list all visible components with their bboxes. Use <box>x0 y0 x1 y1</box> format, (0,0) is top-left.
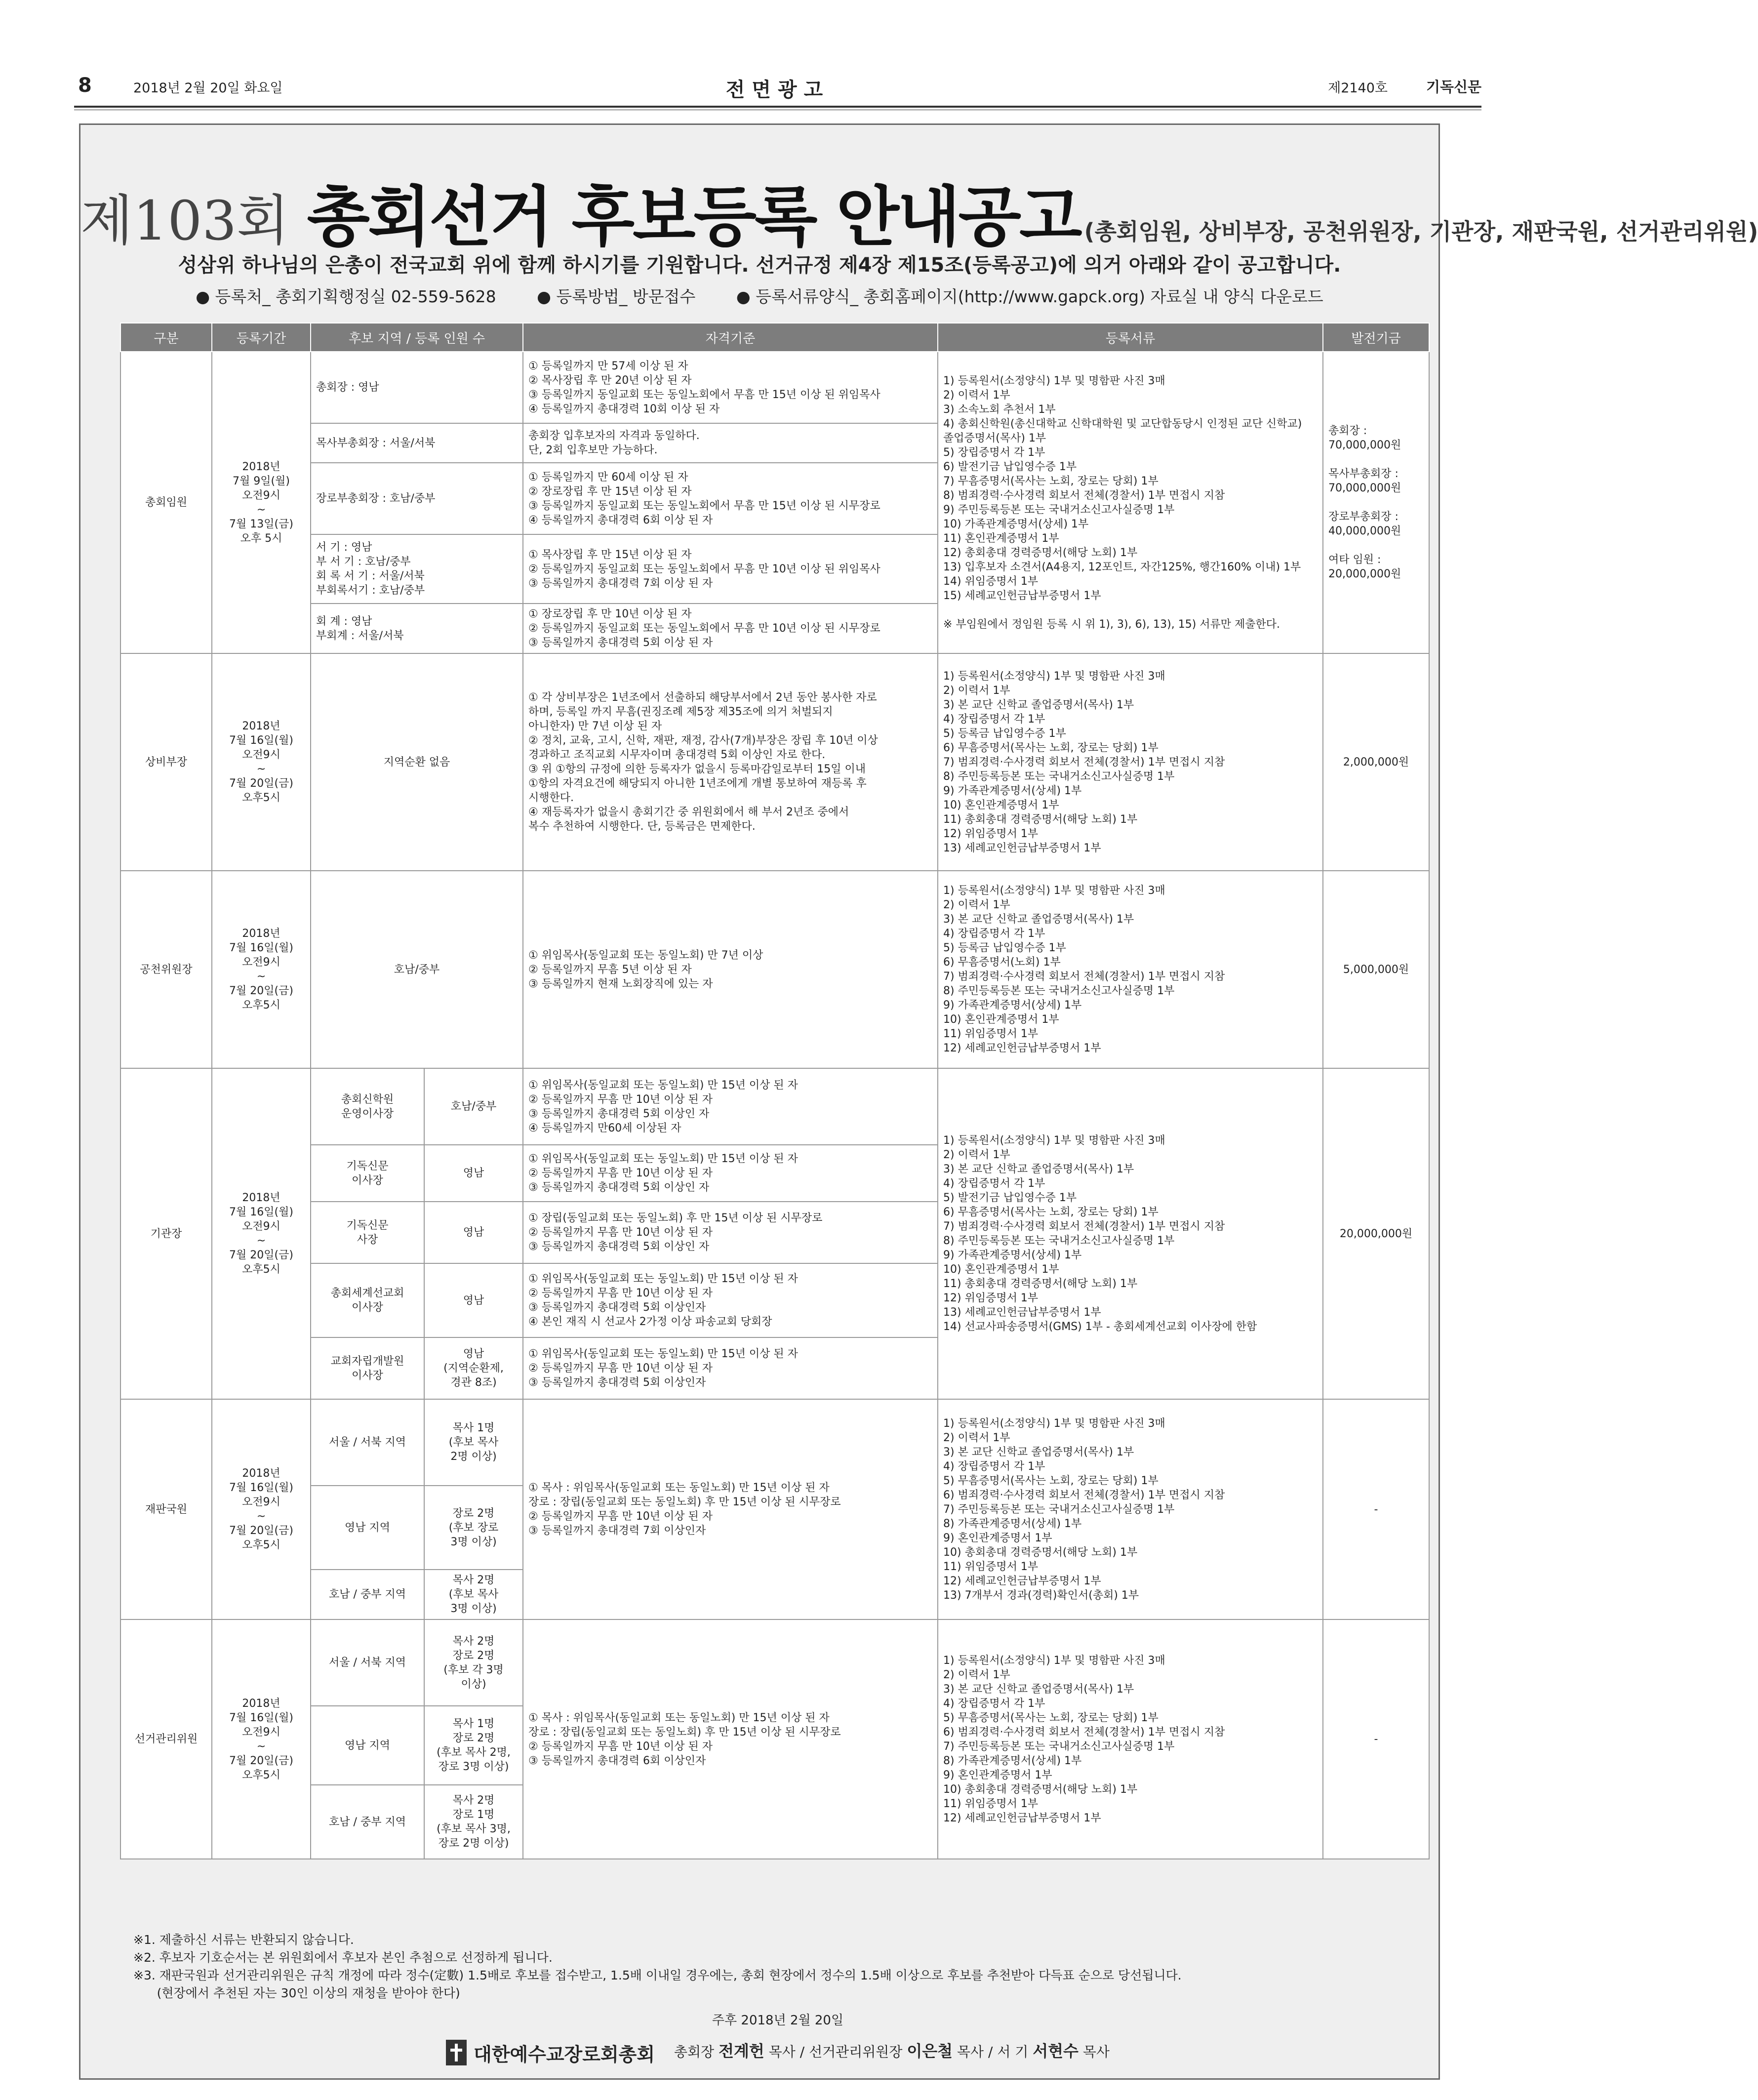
institution-name: 교회자립개발원 이사장 <box>311 1337 424 1399</box>
institution-region: 영남 (지역순환제, 경관 8조) <box>424 1337 523 1399</box>
institution-region: 영남 <box>424 1145 523 1202</box>
sig2-title: 목사 <box>957 2044 984 2060</box>
court-region: 영남 지역 <box>311 1486 424 1570</box>
institution-name: 기독신문 사장 <box>311 1202 424 1263</box>
intro-text: 성삼위 하나님의 은총이 전국교회 위에 함께 하시기를 기원합니다. 선거규정 제4장 제15조(등록공고)에 의거 아래와 같이 공고합니다. <box>178 254 1341 277</box>
sig1-role: 총회장 <box>674 2044 715 2060</box>
nomination-category: 공천위원장 <box>120 871 212 1068</box>
election-region: 서울 / 서북 지역 <box>311 1619 424 1706</box>
sig2-name: 이은철 <box>907 2042 953 2060</box>
registration-info <box>80 284 1438 307</box>
notice-date: 주후 2018년 2월 20일 <box>712 2013 844 2028</box>
page-header <box>74 74 1481 103</box>
sig3-role: 서 기 <box>997 2044 1029 2060</box>
election-count: 목사 2명 장로 2명 (후보 각 3명 이상) <box>424 1619 523 1706</box>
signature-line: 대한예수교장로회총회 총회장 전계헌 목사 / 선거관리위원장 이은철 목사 / 서 기 서현수 목사 <box>0 2039 1556 2066</box>
officers-fee: 총회장 : 70,000,000원 목사부총회장 : 70,000,000원 장로부총회장 : 40,000,000원 여타 임원 : 20,000,000원 <box>1323 352 1429 653</box>
nomination-period: 2018년 7월 16일(월) 오전9시 ~ 7월 20일(금) 오후5시 <box>212 871 311 1068</box>
header-fee: 발전기금 <box>1323 323 1429 352</box>
election-region: 영남 지역 <box>311 1706 424 1785</box>
institution-quals: ① 위임목사(동일교회 또는 동일노회) 만 15년 이상 된 자 ② 등록일까지 무흠 만 10년 이상 된 자 ③ 등록일까지 총대경력 5회 이상인자 ④ 본인 재직 시 선교사 2가정 이상 파송교회 당회장 <box>523 1263 938 1337</box>
standing-region: 지역순환 없음 <box>311 653 523 871</box>
election-category: 선거관리위원 <box>120 1619 212 1859</box>
institution-name: 총회신학원 운영이사장 <box>311 1068 424 1145</box>
notice-title <box>80 164 1758 258</box>
title-prefix: 제103회 <box>80 189 289 252</box>
table-header-row <box>120 323 1429 352</box>
officers-region: 회 계 : 영남 부회계 : 서울/서북 <box>311 604 523 653</box>
institution-region: 영남 <box>424 1202 523 1263</box>
election-period: 2018년 7월 16일(월) 오전9시 ~ 7월 20일(금) 오후5시 <box>212 1619 311 1859</box>
institutions-docs: 1) 등록원서(소정양식) 1부 및 명함판 사진 3매 2) 이력서 1부 3) 본 교단 신학교 졸업증명서(목사) 1부 4) 장립증명서 각 1부 5) 발전기금 납입영수증 1부 6) 무흠증명서(목사는 노회, 장로는 당회) 1부 7) 범죄경력·수사경력 회보서 전체(경찰서) 1부 면접시 지참 8) 주민등록등본 또는 국내거소신고사실증명 1부 9) 가족관계증명서(상세) 1부 10) 혼인관계증명서 1부 11) 총회총대 경력증명서(해당 노회) 1부 12) 위임증명서 1부 13) 세례교인헌금납부증명서 1부 14) 선교사파송증명서(GMS) 1부 - 총회세계선교회 이사장에 한함 <box>938 1068 1323 1399</box>
header-rule <box>74 106 1481 108</box>
note-item: (현장에서 추천된 자는 30인 이상의 재청을 받아야 한다) <box>133 1986 460 2000</box>
standing-fee: 2,000,000원 <box>1323 653 1429 871</box>
registration-office: ● 등록처_ 총회기획행정실 02-559-5628 <box>196 287 496 306</box>
standing-category: 상비부장 <box>120 653 212 871</box>
standing-period: 2018년 7월 16일(월) 오전9시 ~ 7월 20일(금) 오후5시 <box>212 653 311 871</box>
institution-name: 기독신문 이사장 <box>311 1145 424 1202</box>
court-region: 호남 / 중부 지역 <box>311 1570 424 1619</box>
header-period: 등록기간 <box>212 323 311 352</box>
header-category: 구분 <box>120 323 212 352</box>
officers-region: 서 기 : 영남 부 서 기 : 호남/중부 회 록 서 기 : 서울/서북 부회록서기 : 호남/중부 <box>311 534 523 604</box>
court-docs: 1) 등록원서(소정양식) 1부 및 명함판 사진 3매 2) 이력서 1부 3) 본 교단 신학교 졸업증명서(목사) 1부 4) 장립증명서 각 1부 5) 무흠증명서(목사는 노회, 장로는 당회) 1부 6) 범죄경력·수사경력 회보서 전체(경찰서) 1부 면접시 지참 7) 주민등록등본 또는 국내거소신고사실증명 1부 8) 가족관계증명서(상세) 1부 9) 혼인관계증명서 1부 10) 총회총대 경력증명서(해당 노회) 1부 11) 위임증명서 1부 12) 세례교인헌금납부증명서 1부 13) 7개부서 경과(경력)확인서(총회) 1부 <box>938 1399 1323 1619</box>
sig1-name: 전계헌 <box>719 2042 764 2060</box>
institution-quals: ① 위임목사(동일교회 또는 동일노회) 만 15년 이상 된 자 ② 등록일까지 무흠 만 10년 이상 된 자 ③ 등록일까지 총대경력 5회 이상인자 <box>523 1337 938 1399</box>
nomination-quals: ① 위임목사(동일교회 또는 동일노회) 만 7년 이상 ② 등록일까지 무흠 5년 이상 된 자 ③ 등록일까지 현재 노회장직에 있는 자 <box>523 871 938 1068</box>
note-item: ※1. 제출하신 서류는 반환되지 않습니다. <box>133 1933 354 1947</box>
court-category: 재판국원 <box>120 1399 212 1619</box>
header-qualification: 자격기준 <box>523 323 938 352</box>
institution-region: 영남 <box>424 1263 523 1337</box>
officers-quals: 총회장 입후보자의 자격과 동일하다. 단, 2회 입후보만 가능하다. <box>523 423 938 463</box>
court-count: 목사 2명 (후보 목사 3명 이상) <box>424 1570 523 1619</box>
institution-name: 총회세계선교회 이사장 <box>311 1263 424 1337</box>
officers-quals: ① 장로장립 후 만 10년 이상 된 자 ② 등록일까지 동일교회 또는 동일노회에서 무흠 만 10년 이상 된 시무장로 ③ 등록일까지 총대경력 5회 이상 된 자 <box>523 604 938 653</box>
cross-logo-icon <box>446 2040 467 2065</box>
candidate-table <box>120 323 1430 1859</box>
officers-period: 2018년 7월 9일(월) 오전9시 ~ 7월 13일(금) 오후 5시 <box>212 352 311 653</box>
registration-forms: ● 등록서류양식_ 총회홈페이지(http://www.gapck.org) 자료실 내 양식 다운로드 <box>736 287 1323 306</box>
title-sub: (총회임원, 상비부장, 공천위원장, 기관장, 재판국원, 선거관리위원) <box>1084 218 1758 245</box>
court-fee: - <box>1323 1399 1429 1619</box>
court-count: 장로 2명 (후보 장로 3명 이상) <box>424 1486 523 1570</box>
institution-region: 호남/중부 <box>424 1068 523 1145</box>
officers-quals: ① 목사장립 후 만 15년 이상 된 자 ② 등록일까지 동일교회 또는 동일노회에서 무흠 만 10년 이상 된 위임목사 ③ 등록일까지 총대경력 7회 이상 된 자 <box>523 534 938 604</box>
institutions-period: 2018년 7월 16일(월) 오전9시 ~ 7월 20일(금) 오후5시 <box>212 1068 311 1399</box>
page-number: 8 <box>78 74 92 97</box>
table-row <box>120 1068 1429 1145</box>
table-row <box>120 653 1429 871</box>
notes <box>133 1931 1182 2002</box>
officers-quals: ① 등록일까지 만 57세 이상 된 자 ② 목사장립 후 만 20년 이상 된 자 ③ 등록일까지 동일교회 또는 동일노회에서 무흠 만 15년 이상 된 위임목사 ④ 등록일까지 총대경력 10회 이상 된 자 <box>523 352 938 423</box>
officers-region: 총회장 : 영남 <box>311 352 523 423</box>
court-region: 서울 / 서북 지역 <box>311 1399 424 1486</box>
nomination-docs: 1) 등록원서(소정양식) 1부 및 명함판 사진 3매 2) 이력서 1부 3) 본 교단 신학교 졸업증명서(목사) 1부 4) 장립증명서 각 1부 5) 등록금 납입영수증 1부 6) 무흠증명서(노회) 1부 7) 범죄경력·수사경력 회보서 전체(경찰서) 1부 면접시 지참 8) 주민등록등본 또는 국내거소신고사실증명 1부 9) 가족관계증명서(상세) 1부 10) 혼인관계증명서 1부 11) 위임증명서 1부 12) 세례교인헌금납부증명서 1부 <box>938 871 1323 1068</box>
issue-number: 제2140호 <box>1328 81 1388 96</box>
officers-region: 장로부총회장 : 호남/중부 <box>311 463 523 534</box>
officers-category: 총회임원 <box>120 352 212 653</box>
election-quals: ① 목사 : 위임목사(동일교회 또는 동일노회) 만 15년 이상 된 자 장로 : 장립(동일교회 또는 동일노회) 후 만 15년 이상 된 시무장로 ② 등록일까지 무흠 만 10년 이상 된 자 ③ 등록일까지 총대경력 6회 이상인자 <box>523 1619 938 1859</box>
table-row <box>120 871 1429 1068</box>
issue-date: 2018년 2월 20일 화요일 <box>133 81 283 96</box>
registration-method: ● 등록방법_ 방문접수 <box>537 287 696 306</box>
note-item: ※2. 후보자 기호순서는 본 위원회에서 후보자 본인 추첨으로 선정하게 됩니다. <box>133 1950 553 1965</box>
court-quals: ① 목사 : 위임목사(동일교회 또는 동일노회) 만 15년 이상 된 자 장로 : 장립(동일교회 또는 동일노회) 후 만 15년 이상 된 시무장로 ② 등록일까지 무흠 만 10년 이상 된 자 ③ 등록일까지 총대경력 7회 이상인자 <box>523 1399 938 1619</box>
institutions-category: 기관장 <box>120 1068 212 1399</box>
election-count: 목사 1명 장로 2명 (후보 목사 2명, 장로 3명 이상) <box>424 1706 523 1785</box>
standing-quals: ① 각 상비부장은 1년조에서 선출하되 해당부서에서 2년 동안 봉사한 자로 하며, 등록일 까지 무흠(권징조례 제5장 제35조에 의거 처벌되지 아니한자) 만 7년 이상 된 자 ② 정치, 교육, 고시, 신학, 재판, 재정, 감사(7개)부장은 장립 후 10년 이상 경과하고 조직교회 시무자이며 총대경력 5회 이상인 자로 한다. ③ 위 ①항의 규정에 의한 등록자가 없을시 등록마감일로부터 15일 이내 ①항의 자격요건에 해당되지 아니한 1년조에게 개별 통보하여 재등록 후 시행한다. ④ 재등록자가 없을시 총회기간 중 위원회에서 해 부서 2년조 중에서 복수 추천하여 시행한다. 단, 등록금은 면제한다. <box>523 653 938 871</box>
table-row <box>120 352 1429 423</box>
election-count: 목사 2명 장로 1명 (후보 목사 3명, 장로 2명 이상) <box>424 1785 523 1859</box>
paper-name: 기독신문 <box>1426 79 1481 95</box>
title-main: 총회선거 후보등록 안내공고 <box>307 179 1080 255</box>
sig1-title: 목사 <box>768 2044 796 2060</box>
court-period: 2018년 7월 16일(월) 오전9시 ~ 7월 20일(금) 오후5시 <box>212 1399 311 1619</box>
officers-quals: ① 등록일까지 만 60세 이상 된 자 ② 장로장립 후 만 15년 이상 된 자 ③ 등록일까지 동일교회 또는 동일노회에서 무흠 만 15년 이상 된 시무장로 ④ 등록일까지 총대경력 6회 이상 된 자 <box>523 463 938 534</box>
ad-frame <box>79 123 1758 2080</box>
header-region: 후보 지역 / 등록 인원 수 <box>311 323 523 352</box>
court-count: 목사 1명 (후보 목사 2명 이상) <box>424 1399 523 1486</box>
institutions-fee: 20,000,000원 <box>1323 1068 1429 1399</box>
institution-quals: ① 위임목사(동일교회 또는 동일노회) 만 15년 이상 된 자 ② 등록일까지 무흠 만 10년 이상 된 자 ③ 등록일까지 총대경력 5회 이상인 자 ④ 등록일까지 만60세 이상된 자 <box>523 1068 938 1145</box>
standing-docs: 1) 등록원서(소정양식) 1부 및 명함판 사진 3매 2) 이력서 1부 3) 본 교단 신학교 졸업증명서(목사) 1부 4) 장립증명서 각 1부 5) 등록금 납입영수증 1부 6) 무흠증명서(목사는 노회, 장로는 당회) 1부 7) 범죄경력·수사경력 회보서 전체(경찰서) 1부 면접시 지참 8) 주민등록등본 또는 국내거소신고사실증명 1부 9) 가족관계증명서(상세) 1부 10) 혼인관계증명서 1부 11) 총회총대 경력증명서(해당 노회) 1부 12) 위임증명서 1부 13) 세례교인헌금납부증명서 1부 <box>938 653 1323 871</box>
header-documents: 등록서류 <box>938 323 1323 352</box>
sig2-role: 선거관리위원장 <box>809 2044 903 2060</box>
officers-docs: 1) 등록원서(소정양식) 1부 및 명함판 사진 3매 2) 이력서 1부 3) 소속노회 추천서 1부 4) 총회신학원(총신대학교 신학대학원 및 교단합동당시 인정된 교단 신학교) 졸업증명서(목사) 1부 5) 장립증명서 각 1부 6) 발전기금 납입영수증 1부 7) 무흠증명서(목사는 노회, 장로는 당회) 1부 8) 범죄경력·수사경력 회보서 전체(경찰서) 1부 면접시 지참 9) 주민등록등본 또는 국내거소신고사실증명 1부 10) 가족관계증명서(상세) 1부 11) 혼인관계증명서 1부 12) 총회총대 경력증명서(해당 노회) 1부 13) 입후보자 소견서(A4용지, 12포인트, 자간125%, 행간160% 이내) 1부 14) 위임증명서 1부 15) 세례교인헌금납부증명서 1부 ※ 부임원에서 정임원 등록 시 위 1), 3), 6), 13), 15) 서류만 제출한다. <box>938 352 1323 653</box>
sig3-name: 서현수 <box>1033 2042 1079 2060</box>
note-item: ※3. 재판국원과 선거관리위원은 규칙 개정에 따라 정수(定數) 1.5배로 후보를 접수받고, 1.5배 이내일 경우에는, 총회 현장에서 정수의 1.5배 이상으로 후보를 추천받아 다득표 순으로 당선됩니다. <box>133 1968 1182 1982</box>
institution-quals: ① 장립(동일교회 또는 동일노회) 후 만 15년 이상 된 시무장로 ② 등록일까지 무흠 만 10년 이상 된 자 ③ 등록일까지 총대경력 5회 이상인 자 <box>523 1202 938 1263</box>
section-title: 전면광고 <box>725 79 830 101</box>
nomination-region: 호남/중부 <box>311 871 523 1068</box>
institution-quals: ① 위임목사(동일교회 또는 동일노회) 만 15년 이상 된 자 ② 등록일까지 무흠 만 10년 이상 된 자 ③ 등록일까지 총대경력 5회 이상인 자 <box>523 1145 938 1202</box>
table-row <box>120 1399 1429 1486</box>
table-row <box>120 1619 1429 1706</box>
election-region: 호남 / 중부 지역 <box>311 1785 424 1859</box>
sig3-title: 목사 <box>1082 2044 1110 2060</box>
election-fee: - <box>1323 1619 1429 1859</box>
officers-region: 목사부총회장 : 서울/서북 <box>311 423 523 463</box>
org-name: 대한예수교장로회총회 <box>474 2043 655 2065</box>
election-docs: 1) 등록원서(소정양식) 1부 및 명함판 사진 3매 2) 이력서 1부 3) 본 교단 신학교 졸업증명서(목사) 1부 4) 장립증명서 각 1부 5) 무흠증명서(목사는 노회, 장로는 당회) 1부 6) 범죄경력·수사경력 회보서 전체(경찰서) 1부 면접시 지참 7) 주민등록등본 또는 국내거소신고사실증명 1부 8) 가족관계증명서(상세) 1부 9) 혼인관계증명서 1부 10) 총회총대 경력증명서(해당 노회) 1부 11) 위임증명서 1부 12) 세례교인헌금납부증명서 1부 <box>938 1619 1323 1859</box>
nomination-fee: 5,000,000원 <box>1323 871 1429 1068</box>
